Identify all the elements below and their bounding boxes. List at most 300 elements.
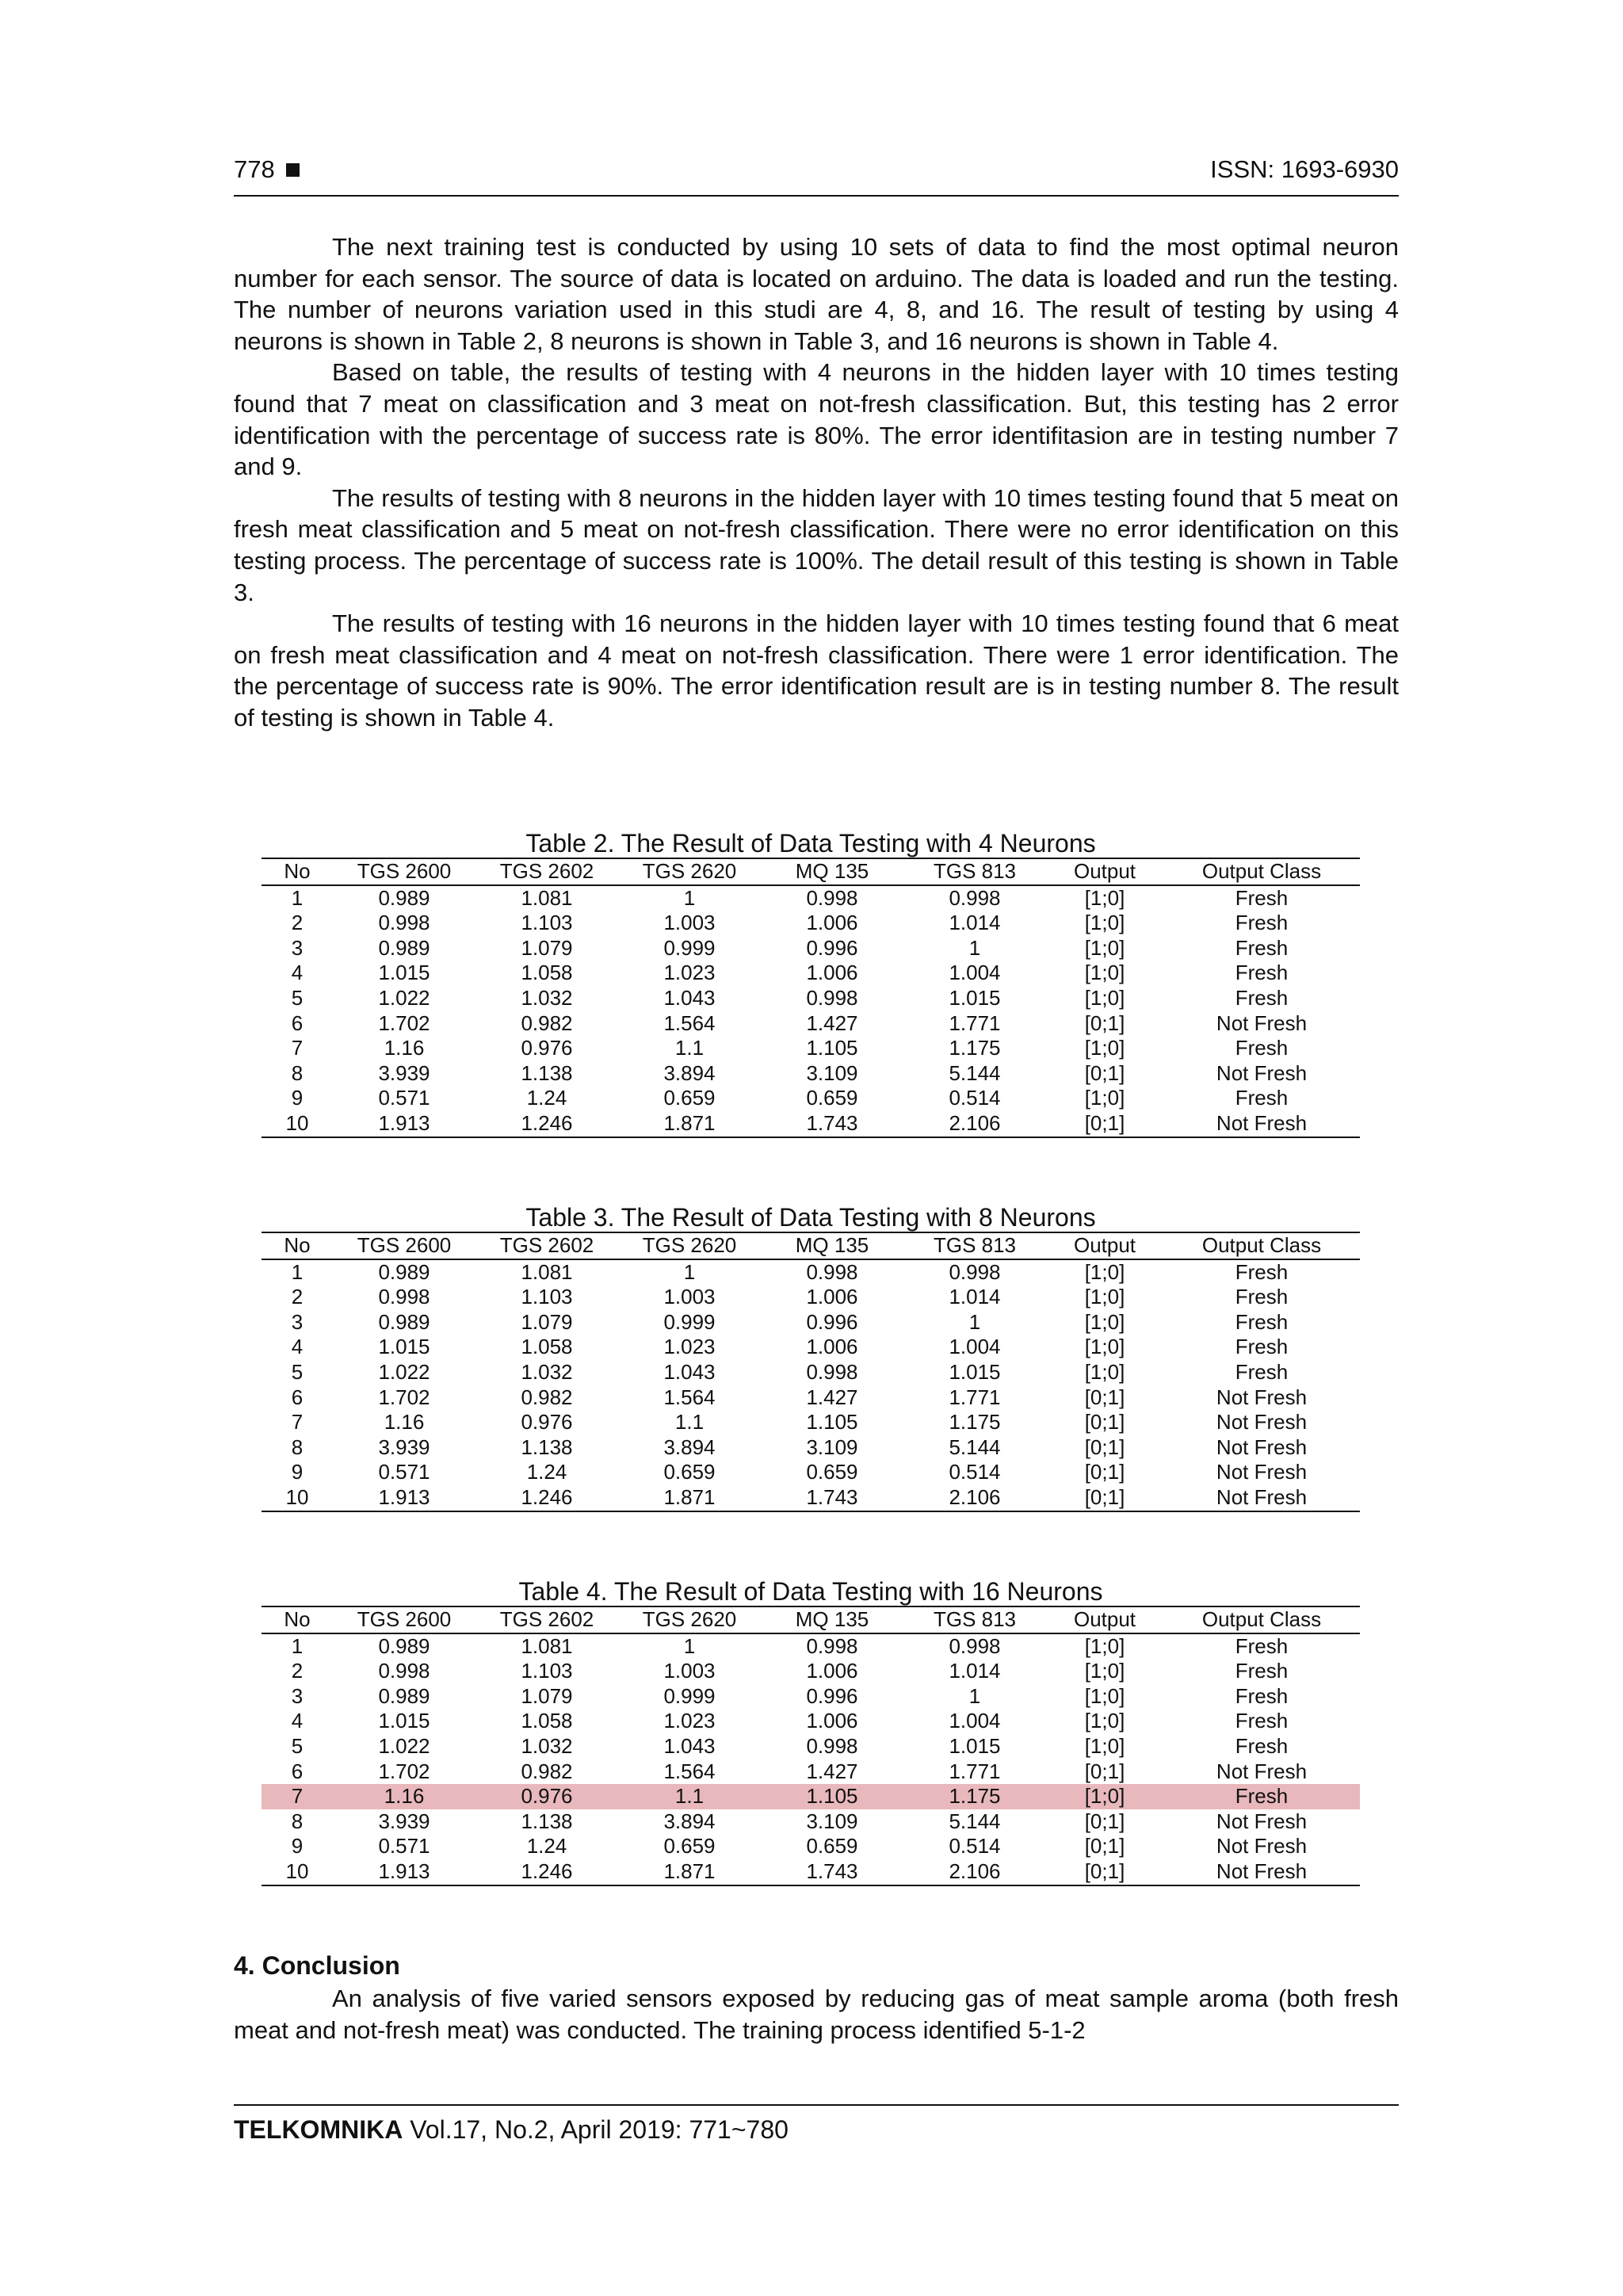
column-header: Output Class	[1163, 858, 1360, 885]
table-cell: 1.103	[521, 911, 573, 935]
table-cell: 0.982	[521, 1759, 573, 1783]
table-row	[262, 1061, 1360, 1087]
table-cell: 0.998	[378, 1285, 430, 1309]
column-header: TGS 2600	[333, 1606, 475, 1633]
column-header: MQ 135	[761, 1606, 903, 1633]
table-row	[262, 1709, 1360, 1734]
table-cell: 10	[262, 1485, 333, 1511]
table-cell: 1.913	[333, 1485, 475, 1511]
table-cell: 0.998	[378, 911, 430, 935]
table-cell: 6	[291, 1385, 304, 1409]
column-header: No	[262, 1232, 333, 1259]
table-cell: [1;0]	[1084, 1709, 1125, 1733]
table-cell: 0.514	[949, 1834, 1001, 1859]
table-cell: [0;1]	[1084, 1435, 1125, 1459]
table-cell: 1.032	[521, 1359, 573, 1384]
table-cell: 6	[291, 1010, 304, 1035]
column-header: Output Class	[1163, 1606, 1360, 1633]
table-cell: 6	[291, 1759, 304, 1783]
table-cell: 1.105	[806, 1410, 858, 1435]
table-cell: [0;1]	[1046, 1859, 1163, 1885]
table-cell: 5	[291, 1733, 304, 1758]
table-cell: 0.999	[663, 1309, 716, 1334]
table-cell: [1;0]	[1084, 935, 1125, 960]
issn: ISSN: 1693-6930	[1210, 155, 1399, 183]
table-cell: [1;0]	[1084, 961, 1125, 985]
table-cell: 3.109	[806, 1060, 858, 1085]
conclusion-text	[234, 1983, 1399, 2046]
table-cell: 1.743	[761, 1859, 903, 1885]
table-cell: 1.175	[949, 1410, 1001, 1435]
table-cell: 1.175	[903, 1784, 1046, 1809]
table-cell: 1.006	[806, 1659, 858, 1683]
table-cell: 1.022	[378, 1359, 430, 1384]
table-cell: 1.16	[384, 1036, 425, 1060]
table-cell: 1	[968, 935, 981, 960]
table-cell: 0.999	[663, 935, 716, 960]
table-cell: 0.989	[378, 935, 430, 960]
table-2	[262, 829, 1360, 1138]
table-row	[262, 1734, 1360, 1759]
table-cell: 5.144	[949, 1809, 1001, 1833]
table-row	[262, 1809, 1360, 1835]
table-cell: 0.659	[663, 1460, 716, 1484]
paragraph: An analysis of five varied sensors exposed by reducing gas of meat sample aroma (both fresh meat and not-fresh meat) was conducted. The training process identified 5-1-2	[234, 1985, 1399, 2044]
table-cell: 0.998	[806, 985, 858, 1010]
table-cell: 0.989	[378, 1633, 430, 1658]
table-cell: [1;0]	[1084, 1335, 1125, 1359]
table-cell: 1.1	[674, 1410, 705, 1435]
table-row	[262, 986, 1360, 1011]
table-row	[262, 1385, 1360, 1411]
table-cell: Fresh	[1235, 1036, 1289, 1060]
table-cell: 1.058	[521, 1335, 573, 1359]
table-cell: 4	[291, 1335, 304, 1359]
column-header: TGS 2620	[618, 858, 761, 885]
table-cell: 0.999	[663, 1683, 716, 1708]
table-cell: 0.989	[378, 1309, 430, 1334]
column-header: TGS 813	[903, 858, 1046, 885]
table-cell: 1.246	[475, 1859, 618, 1885]
table-cell: Not Fresh	[1216, 1834, 1308, 1859]
table-cell: 1.006	[806, 1285, 858, 1309]
table-cell: 3	[291, 935, 304, 960]
paragraph: The next training test is conducted by using 10 sets of data to find the most optimal neuron number for each sensor. The source of data is located on arduino. The data is loaded and run the testing. The number of neurons variation used in this studi are 4, 8, and 16. The result of testing by using 4 neurons is shown in Table 2, 8 neurons is shown in Table 3, and 16 neurons is shown in Table 4.	[234, 233, 1399, 355]
table-cell: [1;0]	[1084, 1309, 1125, 1334]
table-cell: Not Fresh	[1163, 1485, 1360, 1511]
table-row	[262, 961, 1360, 986]
table-cell: 1.004	[949, 1709, 1001, 1733]
table-cell: 1.771	[949, 1759, 1001, 1783]
table-cell: 1	[683, 885, 696, 910]
table-cell: 1.427	[806, 1010, 858, 1035]
table-cell: 1.014	[949, 911, 1001, 935]
section-heading: 4. Conclusion	[234, 1951, 400, 1980]
column-header: TGS 813	[903, 1232, 1046, 1259]
table-cell: 3.939	[378, 1060, 430, 1085]
column-header: Output	[1046, 1606, 1163, 1633]
table-cell: 2.106	[903, 1111, 1046, 1137]
table-row	[262, 1659, 1360, 1684]
table-cell: 0.982	[521, 1010, 573, 1035]
table-cell: 7	[262, 1784, 333, 1809]
table-cell: 1.043	[663, 1733, 716, 1758]
table-row	[262, 1485, 1360, 1511]
column-header: TGS 2620	[618, 1606, 761, 1633]
table-cell: 0.976	[521, 1410, 573, 1435]
table-cell: 0.998	[806, 1359, 858, 1384]
table-cell: 1.003	[663, 911, 716, 935]
table-cell: 1.079	[521, 1683, 573, 1708]
table-cell: 1	[968, 1683, 981, 1708]
column-header: TGS 2602	[475, 1232, 618, 1259]
page-footer	[234, 2104, 1399, 2145]
table-caption: Table 3. The Result of Data Testing with 8 Neurons	[525, 1203, 1096, 1232]
table-cell: 0.996	[806, 935, 858, 960]
table-cell: 1.246	[475, 1485, 618, 1511]
table-cell: 1.043	[663, 1359, 716, 1384]
table-cell: 1.138	[521, 1435, 573, 1459]
column-header: TGS 2600	[333, 1232, 475, 1259]
table-cell: 0.998	[806, 1733, 858, 1758]
table-row	[262, 911, 1360, 936]
table-cell: [1;0]	[1046, 1784, 1163, 1809]
table-cell: 0.571	[378, 1834, 430, 1859]
table-cell: 0.976	[475, 1784, 618, 1809]
column-header: TGS 813	[903, 1606, 1046, 1633]
table-cell: 1.105	[806, 1036, 858, 1060]
table-cell: 0.659	[806, 1834, 858, 1859]
table-cell: [1;0]	[1084, 1086, 1125, 1110]
table-cell: 1	[968, 1309, 981, 1334]
table-cell: 0.989	[378, 1683, 430, 1708]
table-cell: 1.913	[333, 1111, 475, 1137]
table-cell: 0.998	[949, 1259, 1001, 1284]
table-cell: Fresh	[1235, 1309, 1289, 1334]
table-cell: 0.998	[378, 1659, 430, 1683]
table-row	[262, 1410, 1360, 1435]
table-cell: 1.022	[378, 1733, 430, 1758]
table-caption: Table 4. The Result of Data Testing with 16 Neurons	[518, 1577, 1103, 1606]
table-cell: 7	[291, 1036, 304, 1060]
table-cell: [1;0]	[1084, 985, 1125, 1010]
table-cell: [0;1]	[1084, 1385, 1125, 1409]
column-header: TGS 2600	[333, 858, 475, 885]
table-cell: 0.659	[806, 1086, 858, 1110]
table-cell: [1;0]	[1084, 1259, 1125, 1284]
table-cell: 0.571	[378, 1086, 430, 1110]
table-cell: 1.246	[475, 1111, 618, 1137]
table-cell: 1.743	[761, 1485, 903, 1511]
table-cell: 1.913	[333, 1859, 475, 1885]
table-4	[262, 1577, 1360, 1886]
column-header: Output	[1046, 858, 1163, 885]
table-cell: 3	[291, 1683, 304, 1708]
table-cell: 8	[291, 1809, 304, 1833]
table-cell: [0;1]	[1084, 1410, 1125, 1435]
table-cell: 1.871	[618, 1859, 761, 1885]
table-cell: 1.081	[521, 885, 573, 910]
data-table	[262, 1606, 1360, 1886]
table-row	[262, 885, 1360, 911]
column-header: TGS 2602	[475, 1606, 618, 1633]
table-cell: 8	[291, 1435, 304, 1459]
table-cell: Fresh	[1235, 1659, 1289, 1683]
table-cell: 3.939	[378, 1809, 430, 1833]
table-cell: 1.103	[521, 1285, 573, 1309]
table-cell: 5.144	[949, 1060, 1001, 1085]
table-cell: Not Fresh	[1216, 1460, 1308, 1484]
table-cell: 1.015	[949, 985, 1001, 1010]
table-row	[262, 1684, 1360, 1710]
table-cell: 1	[291, 885, 304, 910]
table-cell: 1.014	[949, 1659, 1001, 1683]
column-header: No	[262, 858, 333, 885]
table-cell: Fresh	[1235, 1259, 1289, 1284]
table-cell: 1.006	[806, 1335, 858, 1359]
table-cell: Fresh	[1235, 1359, 1289, 1384]
table-header-row	[262, 1232, 1360, 1259]
paragraph: Based on table, the results of testing with 4 neurons in the hidden layer with 10 times testing found that 7 meat on classification and 3 meat on not-fresh classification. But, this testing has 2 error identification with the percentage of success rate is 80%. The error identifitasion are in testing number 7 and 9.	[234, 358, 1399, 481]
table-cell: Fresh	[1235, 1709, 1289, 1733]
table-cell: 1.006	[806, 911, 858, 935]
table-cell: Not Fresh	[1216, 1060, 1308, 1085]
table-cell: 10	[262, 1111, 333, 1137]
table-cell: 0.659	[806, 1460, 858, 1484]
table-cell: 0.514	[949, 1086, 1001, 1110]
table-cell: [1;0]	[1084, 911, 1125, 935]
table-cell: 2.106	[903, 1859, 1046, 1885]
data-table	[262, 858, 1360, 1138]
table-cell: 1.771	[949, 1010, 1001, 1035]
table-cell: 1.16	[333, 1784, 475, 1809]
column-header: TGS 2620	[618, 1232, 761, 1259]
table-cell: 0.998	[949, 1633, 1001, 1658]
table-cell: 1.004	[949, 1335, 1001, 1359]
table-cell: Fresh	[1235, 1683, 1289, 1708]
table-cell: Fresh	[1235, 1335, 1289, 1359]
table-cell: [0;1]	[1046, 1111, 1163, 1137]
table-cell: Fresh	[1235, 885, 1289, 910]
table-cell: 1.564	[663, 1759, 716, 1783]
table-cell: 1.022	[378, 985, 430, 1010]
table-cell: 3.894	[663, 1435, 716, 1459]
table-cell: 1	[291, 1633, 304, 1658]
table-cell: 1.175	[949, 1036, 1001, 1060]
table-cell: 0.996	[806, 1309, 858, 1334]
table-cell: Fresh	[1235, 1285, 1289, 1309]
table-cell: 1.015	[378, 1335, 430, 1359]
table-cell: 1.564	[663, 1010, 716, 1035]
table-cell: Fresh	[1235, 1633, 1289, 1658]
table-cell: [1;0]	[1084, 1683, 1125, 1708]
table-cell: 0.998	[949, 885, 1001, 910]
table-cell: Fresh	[1235, 961, 1289, 985]
table-cell: [1;0]	[1084, 1285, 1125, 1309]
table-cell: Not Fresh	[1216, 1410, 1308, 1435]
table-cell: [0;1]	[1084, 1010, 1125, 1035]
table-cell: Fresh	[1163, 1784, 1360, 1809]
table-cell: 1.16	[384, 1410, 425, 1435]
table-cell: 3.109	[806, 1809, 858, 1833]
table-cell: [1;0]	[1084, 1659, 1125, 1683]
data-table	[262, 1232, 1360, 1512]
table-cell: 2.106	[903, 1485, 1046, 1511]
highlighted-table-row	[262, 1784, 1360, 1809]
table-cell: 0.998	[806, 1259, 858, 1284]
table-cell: 1	[683, 1259, 696, 1284]
table-row	[262, 1759, 1360, 1785]
table-cell: 5	[291, 1359, 304, 1384]
table-cell: 1.427	[806, 1385, 858, 1409]
journal-details: Vol.17, No.2, April 2019: 771~780	[410, 2115, 789, 2144]
table-cell: 5	[291, 985, 304, 1010]
table-cell: 0.659	[663, 1086, 716, 1110]
table-row	[262, 1011, 1360, 1037]
table-row	[262, 1335, 1360, 1360]
table-cell: 1.079	[521, 935, 573, 960]
table-row	[262, 1310, 1360, 1335]
paragraph: The results of testing with 8 neurons in the hidden layer with 10 times testing found that 5 meat on fresh meat classification and 5 meat on not-fresh classification. There were no error identification on this testing process. The percentage of success rate is 100%. The detail result of this testing is shown in Table 3.	[234, 483, 1399, 606]
column-header: Output	[1046, 1232, 1163, 1259]
table-cell: 1.081	[521, 1259, 573, 1284]
table-cell: 1.702	[378, 1385, 430, 1409]
table-cell: 4	[291, 961, 304, 985]
table-row	[262, 1834, 1360, 1859]
page-number: 778	[234, 155, 275, 183]
table-cell: 1.771	[949, 1385, 1001, 1409]
table-cell: Not Fresh	[1163, 1111, 1360, 1137]
table-cell: 1.058	[521, 961, 573, 985]
table-cell: 0.571	[378, 1460, 430, 1484]
table-cell: 1.564	[663, 1385, 716, 1409]
table-cell: [0;1]	[1084, 1809, 1125, 1833]
table-cell: 0.976	[521, 1036, 573, 1060]
table-cell: 1.871	[618, 1111, 761, 1137]
table-cell: 3.894	[663, 1809, 716, 1833]
table-cell: 1.138	[521, 1060, 573, 1085]
table-cell: [1;0]	[1084, 1359, 1125, 1384]
column-header: MQ 135	[761, 1232, 903, 1259]
table-row	[262, 1633, 1360, 1660]
table-cell: 5.144	[949, 1435, 1001, 1459]
table-cell: 0.982	[521, 1385, 573, 1409]
table-cell: [1;0]	[1084, 1036, 1125, 1060]
table-cell: 1.058	[521, 1709, 573, 1733]
table-cell: Fresh	[1235, 911, 1289, 935]
table-cell: [1;0]	[1084, 885, 1125, 910]
table-cell: 1.032	[521, 1733, 573, 1758]
table-cell: 1.032	[521, 985, 573, 1010]
table-cell: 1.138	[521, 1809, 573, 1833]
paragraph: The results of testing with 16 neurons in the hidden layer with 10 times testing found that 6 meat on fresh meat classification and 4 meat on not-fresh classification. There were 1 error identification. The the percentage of success rate is 90%. The error identification result are is in testing number 8. The result of testing is shown in Table 4.	[234, 609, 1399, 732]
table-cell: 3.109	[806, 1435, 858, 1459]
table-cell: Not Fresh	[1216, 1809, 1308, 1833]
table-header-row	[262, 1606, 1360, 1633]
table-3	[262, 1203, 1360, 1512]
table-cell: 1.1	[618, 1784, 761, 1809]
table-cell: 0.998	[806, 1633, 858, 1658]
table-cell: 3.894	[663, 1060, 716, 1085]
table-cell: [0;1]	[1084, 1759, 1125, 1783]
table-cell: [1;0]	[1084, 1733, 1125, 1758]
table-cell: 1.702	[378, 1759, 430, 1783]
table-row	[262, 936, 1360, 961]
table-cell: 1.427	[806, 1759, 858, 1783]
table-cell: 1.24	[526, 1086, 567, 1110]
table-cell: 7	[291, 1410, 304, 1435]
column-header: Output Class	[1163, 1232, 1360, 1259]
table-cell: Not Fresh	[1163, 1859, 1360, 1885]
table-cell: 1.743	[761, 1111, 903, 1137]
table-cell: 1.023	[663, 1709, 716, 1733]
table-cell: 0.998	[806, 885, 858, 910]
table-cell: 1.871	[618, 1485, 761, 1511]
table-cell: 1	[683, 1633, 696, 1658]
table-cell: 1.24	[526, 1460, 567, 1484]
table-cell: Fresh	[1235, 1733, 1289, 1758]
table-cell: [0;1]	[1084, 1834, 1125, 1859]
table-cell: 0.996	[806, 1683, 858, 1708]
table-cell: 1.24	[526, 1834, 567, 1859]
body-text	[234, 231, 1399, 734]
table-cell: 1.1	[674, 1036, 705, 1060]
table-cell: 3	[291, 1309, 304, 1334]
table-cell: Not Fresh	[1216, 1010, 1308, 1035]
column-header: MQ 135	[761, 858, 903, 885]
table-cell: [1;0]	[1084, 1633, 1125, 1658]
header-left	[234, 155, 300, 184]
table-cell: 1.006	[806, 961, 858, 985]
column-header: No	[262, 1606, 333, 1633]
table-cell: 9	[291, 1460, 304, 1484]
table-cell: 1.079	[521, 1309, 573, 1334]
table-cell: Not Fresh	[1216, 1385, 1308, 1409]
table-row	[262, 1360, 1360, 1385]
table-cell: 1.023	[663, 1335, 716, 1359]
table-header-row	[262, 858, 1360, 885]
journal-name: TELKOMNIKA	[234, 2115, 403, 2144]
table-cell: 10	[262, 1859, 333, 1885]
table-caption: Table 2. The Result of Data Testing with 4 Neurons	[525, 829, 1096, 858]
table-cell: 1.003	[663, 1659, 716, 1683]
table-cell: Not Fresh	[1216, 1759, 1308, 1783]
table-cell: 0.989	[378, 885, 430, 910]
table-row	[262, 1435, 1360, 1461]
table-cell: 0.659	[663, 1834, 716, 1859]
table-cell: 1.004	[949, 961, 1001, 985]
table-cell: Fresh	[1235, 1086, 1289, 1110]
table-cell: 4	[291, 1709, 304, 1733]
table-cell: 1.014	[949, 1285, 1001, 1309]
table-cell: 1.003	[663, 1285, 716, 1309]
table-row	[262, 1859, 1360, 1885]
table-row	[262, 1259, 1360, 1286]
table-row	[262, 1086, 1360, 1111]
table-cell: [0;1]	[1046, 1485, 1163, 1511]
table-cell: 2	[291, 1659, 304, 1683]
table-cell: 3.939	[378, 1435, 430, 1459]
table-cell: 0.514	[949, 1460, 1001, 1484]
table-cell: Fresh	[1235, 985, 1289, 1010]
table-row	[262, 1285, 1360, 1310]
table-cell: 2	[291, 911, 304, 935]
table-row	[262, 1111, 1360, 1137]
table-cell: 9	[291, 1834, 304, 1859]
table-cell: 1.023	[663, 961, 716, 985]
table-cell: Not Fresh	[1216, 1435, 1308, 1459]
table-cell: 1.043	[663, 985, 716, 1010]
